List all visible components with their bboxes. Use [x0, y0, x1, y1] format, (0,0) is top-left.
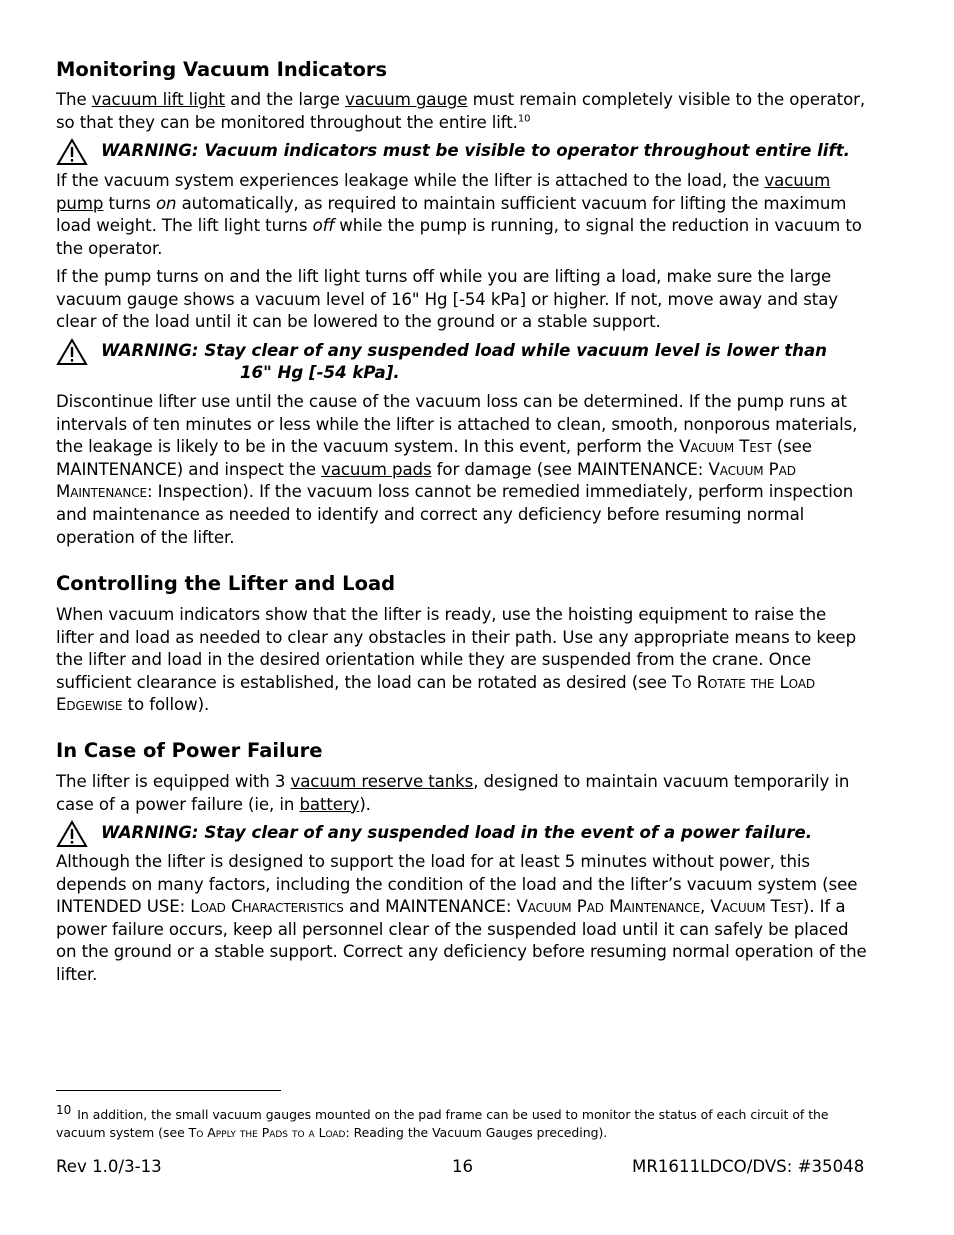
link-vacuum-lift-light[interactable]: vacuum lift light: [91, 90, 225, 109]
paragraph-monitoring-4: Discontinue lifter use until the cause of the vacuum loss can be determined. If the pump runs at intervals of ten minutes or less while the lifter is attached to clean, smooth, nonporous materials, the leakage is likely to be in the vacuum system. In this event, perform the Vacuum Test (see MAINTENANCE) and inspect the vacuum pads for damage (see MAINTENANCE: Vacuum Pad Maintenance: Inspection). If the vacuum loss cannot be remedied immediately, perform inspection and maintenance as needed to identify and correct any deficiency before resuming normal operation of the lifter.: [56, 392, 858, 547]
ref-vacuum-test: Vacuum Test: [710, 897, 803, 917]
warning-1-text: WARNING: Vacuum indicators must be visible to operator throughout entire lift.: [101, 141, 850, 160]
paragraph-power-1: The lifter is equipped with 3 vacuum reserve tanks, designed to maintain vacuum temporarily in case of a power failure (ie, in battery).: [56, 772, 850, 814]
heading-power-failure: In Case of Power Failure: [56, 739, 323, 762]
ref-vacuum-pad-maintenance: Vacuum Pad Maintenance: [56, 459, 796, 502]
footnote: 10 In addition, the small vacuum gauges mounted on the pad frame can be used to monitor the status of each circuit of the vacuum system (see To Apply the Pads to a Load: Reading the Vacuum Gauges preceding).: [56, 1102, 829, 1140]
warning-2-text-line1: WARNING: Stay clear of any suspended load while vacuum level is lower than: [101, 341, 827, 360]
link-vacuum-reserve-tanks[interactable]: vacuum reserve tanks: [290, 772, 474, 791]
warning-icon: [56, 338, 88, 366]
footer-page-number: 16: [452, 1157, 474, 1176]
link-vacuum-gauge[interactable]: vacuum gauge: [345, 90, 468, 109]
footer-model: MR1611LDCO/DVS: #35048: [632, 1157, 865, 1176]
paragraph-monitoring-2: If the vacuum system experiences leakage while the lifter is attached to the load, the vacuum pump turns on automatically, as required to maintain sufficient vacuum for lifting the maximum load weight. The lift light turns off while the pump is running, to signal the reduction in vacuum to the operator.: [56, 171, 862, 258]
link-vacuum-pads[interactable]: vacuum pads: [321, 459, 432, 479]
warning-icon: [56, 138, 88, 166]
footnote-ref[interactable]: 10: [517, 113, 531, 125]
link-battery[interactable]: battery: [299, 794, 360, 814]
paragraph-power-2: Although the lifter is designed to support the load for at least 5 minutes without power, this depends on many factors, including the condition of the load and the lifter’s vacuum system (see INTENDED USE: Load Characteristics and MAINTENANCE: Vacuum Pad Maintenance, Vacuum Test). If a power failure occurs, keep all personnel clear of the suspended load until it can safely be placed on the ground or a stable support. Correct any deficiency before resuming normal operation of the lifter.: [56, 852, 867, 984]
heading-controlling: Controlling the Lifter and Load: [56, 572, 396, 595]
ref-vacuum-test: Vacuum Test: [679, 437, 772, 457]
footer-revision: Rev 1.0/3-13: [56, 1157, 162, 1176]
paragraph-monitoring-1: The vacuum lift light and the large vacuum gauge must remain completely visible to the operator, so that they can be monitored throughout the entire lift.$^{10}$: [56, 90, 866, 132]
warning-2-text-line2: 16" Hg [-54 kPa].: [240, 363, 400, 382]
ref-apply-pads: To Apply the Pads to a Load: [188, 1124, 346, 1140]
warning-3-text: WARNING: Stay clear of any suspended load in the event of a power failure.: [101, 823, 813, 842]
ref-rotate-edgewise: To Rotate the Load Edgewise: [56, 672, 816, 715]
paragraph-monitoring-3: If the pump turns on and the lift light turns off while you are lifting a load, make sure the large vacuum gauge shows a vacuum level of 16" Hg [-54 kPa] or higher. If not, move away and stay clear of the load until it can be lowered to the ground or a stable support.: [56, 267, 838, 332]
ref-vacuum-pad-maintenance: Vacuum Pad Maintenance: [516, 897, 701, 917]
warning-2: [56, 340, 868, 386]
warning-icon: [56, 820, 88, 848]
ref-load-characteristics: Load Characteristics: [190, 897, 344, 917]
heading-monitoring: Monitoring Vacuum Indicators: [56, 58, 388, 81]
paragraph-controlling-1: When vacuum indicators show that the lifter is ready, use the hoisting equipment to raise the lifter and load as needed to clear any obstacles in their path. Use any appropriate means to keep the lifter and load in the desired orientation while they are suspended from the crane. Once sufficient clearance is established, the load can be rotated as desired (see To Rotate the Load Edgewise to follow).: [56, 605, 856, 715]
footnote-divider: [56, 1090, 281, 1091]
footnote-number: 10: [56, 1102, 72, 1117]
link-vacuum-pump[interactable]: vacuum pump: [56, 171, 831, 213]
